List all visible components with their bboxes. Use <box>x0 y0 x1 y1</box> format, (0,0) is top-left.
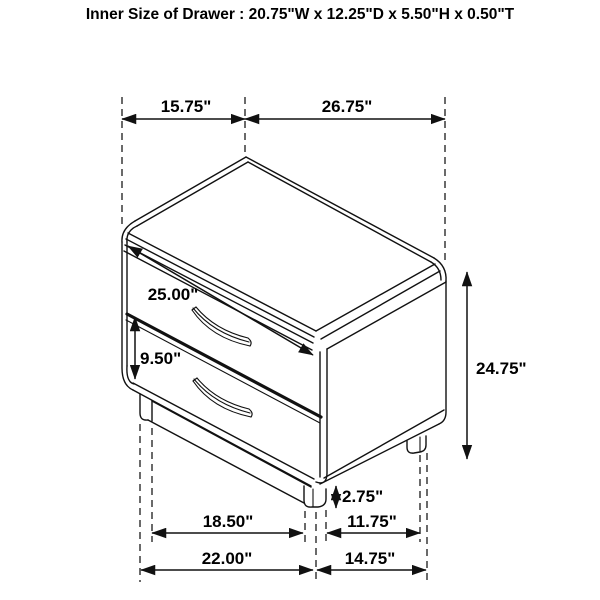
dim-top-width-label: 15.75" <box>160 97 212 116</box>
dim-top-depth <box>245 97 445 119</box>
drawer-handle-lower <box>193 378 252 417</box>
dim-base-side-inner-label: 11.75" <box>347 512 397 531</box>
dim-foot-height <box>336 486 383 508</box>
dim-base-front-outer <box>141 549 313 570</box>
dim-foot-height-label: 2.75" <box>342 487 384 506</box>
dim-drawer-width-label: 25.00" <box>147 285 199 304</box>
drawer-upper <box>126 314 321 423</box>
dim-base-front-inner-label: 18.50" <box>202 512 254 531</box>
dim-drawer-width <box>128 246 313 355</box>
nightstand-top <box>122 157 446 350</box>
dim-base-front-inner <box>152 512 303 533</box>
nightstand-drawing <box>122 157 446 507</box>
extension-lines <box>122 97 445 582</box>
dim-overall-height <box>467 272 527 459</box>
dim-base-side-inner <box>327 512 420 533</box>
dim-base-side-outer <box>317 549 426 570</box>
front-foot <box>304 486 326 507</box>
dim-overall-height-label: 24.75" <box>476 359 527 378</box>
dim-base-front-outer-label: 22.00" <box>201 549 253 568</box>
dim-base-side-outer-label: 14.75" <box>344 549 396 568</box>
diagram-title: Inner Size of Drawer : 20.75"W x 12.25"D x 5.50"H x 0.50"T <box>85 6 515 23</box>
dim-drawer-height <box>135 317 181 379</box>
dim-drawer-height-label: 9.50" <box>140 349 182 368</box>
dim-top-width <box>122 97 245 119</box>
plinth-base <box>140 394 311 503</box>
dim-top-depth-label: 26.75" <box>321 97 373 116</box>
